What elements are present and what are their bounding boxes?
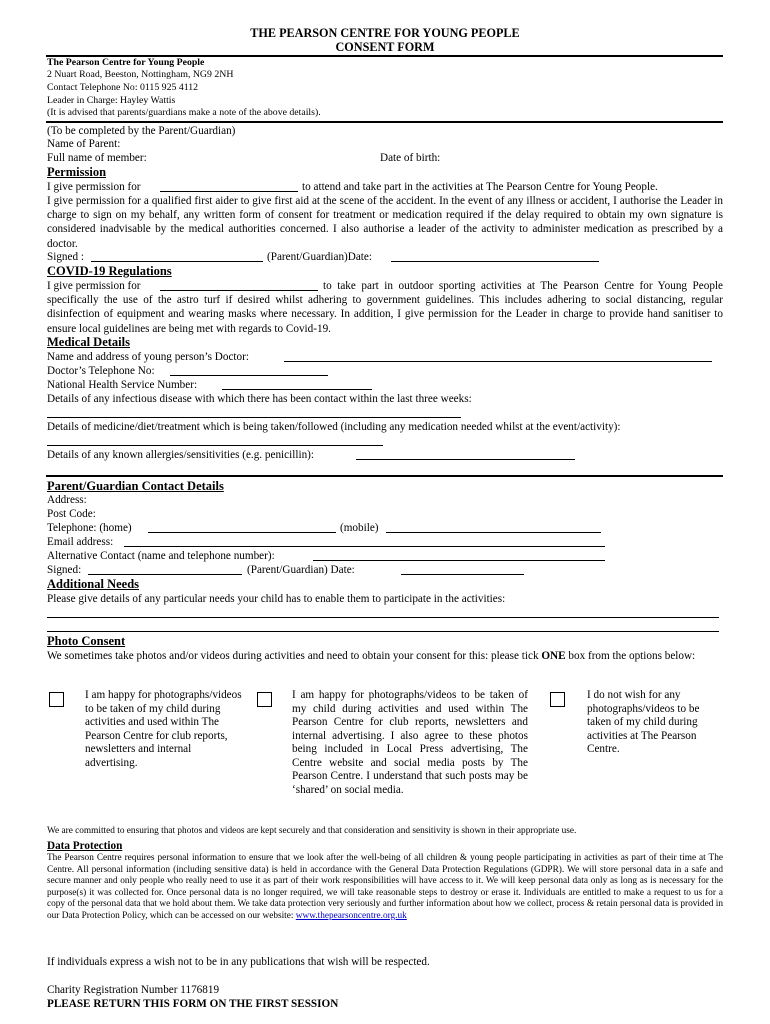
photo-commitment: We are committed to ensuring that photos and videos are kept securely and that consideration and sensitivity is shown in their appropriate use. [47,826,577,836]
permission-signed-label: Signed : [47,251,84,263]
contact-heading: Parent/Guardian Contact Details [47,479,224,493]
org-leader: Leader in Charge: Hayley Wattis [47,95,176,106]
home-phone-blank[interactable] [148,532,336,533]
medicine-label: Details of medicine/diet/treatment which is being taken/followed (including any medication needed whilst at the event/activity): [47,421,621,433]
nhs-label: National Health Service Number: [47,379,198,391]
website-link[interactable]: www.thepearsoncentre.org.uk [295,910,407,921]
mobile-label: (mobile) [340,522,379,534]
permission-heading: Permission [47,165,107,179]
return-instruction: PLEASE RETURN THIS FORM ON THE FIRST SESSION [47,998,339,1010]
photo-option-2-text: I am happy for photographs/videos to be taken of my child during activities and used within The Pearson Centre for club reports, newsletters and internal advertising. I also agree to these photos being included in Local Press advertising, The Centre website and social media posts by The Pearson Centre. I understand that such posts may be ‘shared’ on social media. [292,689,528,796]
needs-blank-2[interactable] [47,631,719,632]
data-protection-body: The Pearson Centre requires personal information to ensure that we look after the well-being of all children & young people participating in activities as part of their time at The Centre. All personal information (including sensitive data) is held in accordance with the General Data Protection Regulations (GDPR). We will store personal data in a safe and secure manner and only people who really need to use it as part of their work responsibilities will have access to it. We will keep personal data only as long as is necessary for the purpose(s) it was collected for. Once personal data is no longer required, we will take reasonable steps to destroy or erase it. Individuals are entitled to make a request to us for a copy of the personal data that we hold about them. We take data protection very seriously and further information about how we collect, process & retain personal data is provided in our Data Protection Policy, which can be accessed on our website: www.thepearsoncentre.org.uk [47,853,723,921]
nhs-blank[interactable] [222,389,372,390]
covid-body: to take part in outdoor sporting activities at The Pearson Centre for Young People specifically the use of the astro turf if desired whilst adhering to government guidelines. This includes adhering to social distancing, regular disinfection of equipment and wearing masks where necessary. In addition, I give permission for the Leader in charge to provide hand sanitiser to ensure local guidelines are being met with regards to Covid-19. [47,280,723,335]
permission-date-blank[interactable] [391,261,599,262]
instruction-text: (To be completed by the Parent/Guardian) [47,125,236,137]
infectious-label: Details of any infectious disease with which there has been contact within the last three weeks: [47,393,472,405]
contact-signed-label: Signed: [47,564,82,576]
data-protection-heading: Data Protection [47,840,123,852]
org-address: 2 Nuart Road, Beeston, Nottingham, NG9 2NH [47,69,234,80]
allergies-blank[interactable] [356,459,575,460]
permission-signature-blank[interactable] [91,261,263,262]
permission-line-a: I give permission for [47,181,141,193]
doctor-label: Name and address of young person’s Doctor: [47,351,249,363]
photo-option-3-checkbox[interactable] [550,692,565,707]
mobile-blank[interactable] [386,532,601,533]
doctor-blank[interactable] [284,361,712,362]
org-phone: Contact Telephone No: 0115 925 4112 [47,82,199,93]
doctor-phone-label: Doctor’s Telephone No: [47,365,155,377]
telephone-label: Telephone: (home) [47,522,132,534]
charity-number: Charity Registration Number 1176819 [47,984,220,996]
photo-option-1-checkbox[interactable] [49,692,64,707]
member-name-blank[interactable] [160,191,298,192]
needs-heading: Additional Needs [47,577,140,591]
email-blank[interactable] [124,546,605,547]
permission-body: I give permission for a qualified first aider to give first aid at the scene of the accident. In the event of any illness or accident, I authorise the Leader in charge to sign on my behalf, any written form of consent for treatment or medication required if the delay required to obtain my own signature is considered inadvisable by the medical authorities concerned. I also authorise a leader of the activity to administer medication as prescribed by a doctor. [47,195,723,250]
contact-date-blank[interactable] [401,574,524,575]
needs-text: Please give details of any particular needs your child has to enable them to participate in the activities: [47,593,506,605]
medicine-blank[interactable] [47,445,383,446]
org-name: The Pearson Centre for Young People [47,57,205,68]
divider [46,475,723,477]
dob-label: Date of birth: [380,152,441,164]
email-label: Email address: [47,536,114,548]
postcode-label: Post Code: [47,508,96,520]
needs-blank-1[interactable] [47,617,719,618]
alt-contact-blank[interactable] [313,560,605,561]
covid-line-a: I give permission for [47,280,141,292]
form-subtitle: CONSENT FORM [335,40,435,54]
photo-option-3-text: I do not wish for any photographs/videos to be taken of my child during activities at The Pearson Centre. [587,689,700,755]
divider [46,121,723,123]
medical-heading: Medical Details [47,335,130,349]
photo-option-1-text: I am happy for photographs/videos to be taken of my child during activities and used within The Pearson Centre for club reports, newsletters and internal advertising. [85,689,242,769]
publications-note: If individuals express a wish not to be in any publications that wish will be respected. [47,956,430,968]
member-name-label: Full name of member: [47,152,147,164]
allergies-label: Details of any known allergies/sensitivities (e.g. penicillin): [47,449,314,461]
photo-intro: We sometimes take photos and/or videos during activities and need to obtain your consent for this: please tick ONE box from the options below: [47,650,696,662]
infectious-blank[interactable] [47,417,461,418]
contact-signed-mid: (Parent/Guardian) Date: [247,564,355,576]
permission-line-b: to attend and take part in the activities at The Pearson Centre for Young People. [302,181,658,193]
covid-heading: COVID-19 Regulations [47,264,172,278]
permission-signed-mid: (Parent/Guardian)Date: [267,251,372,263]
address-label: Address: [47,494,87,506]
doctor-phone-blank[interactable] [170,375,328,376]
form-title: THE PEARSON CENTRE FOR YOUNG PEOPLE [250,26,520,40]
parent-name-label: Name of Parent: [47,138,121,150]
org-advice: (It is advised that parents/guardians make a note of the above details). [47,107,321,118]
alt-contact-label: Alternative Contact (name and telephone number): [47,550,275,562]
photo-heading: Photo Consent [47,634,126,648]
contact-signature-blank[interactable] [88,574,242,575]
photo-option-2-checkbox[interactable] [257,692,272,707]
